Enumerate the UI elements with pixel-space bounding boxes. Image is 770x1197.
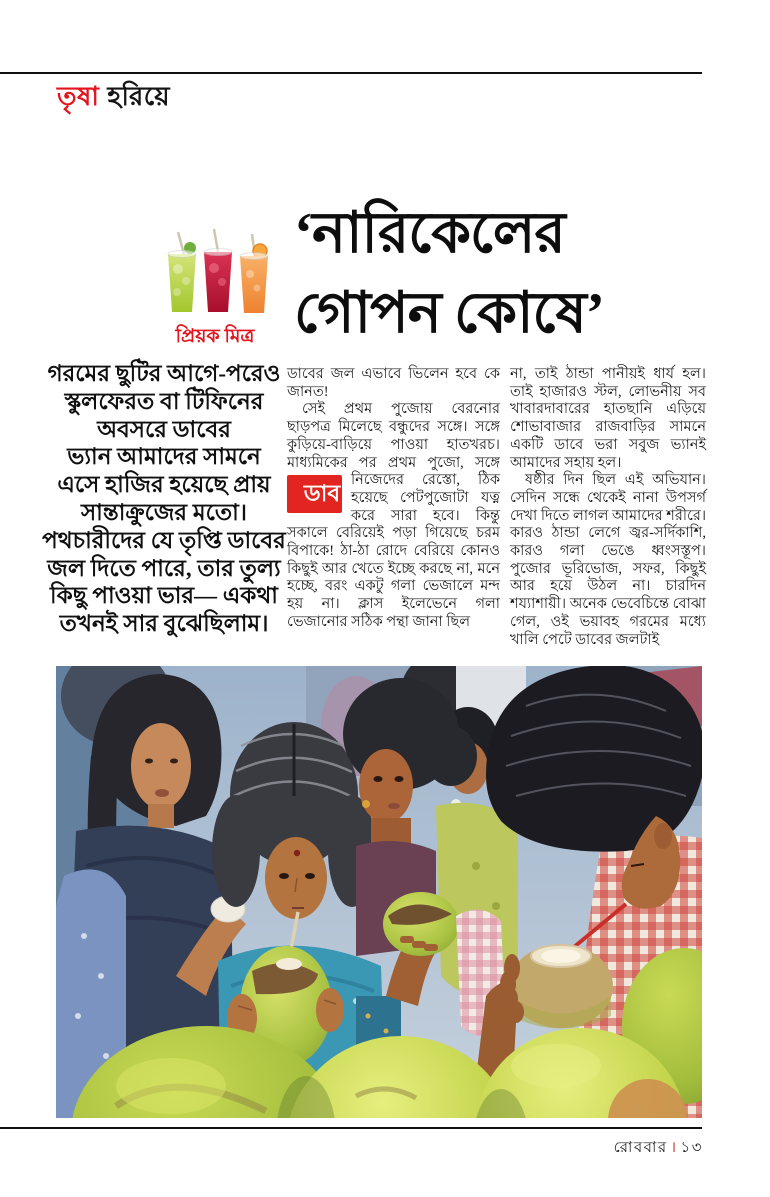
body-column-2 — [287, 366, 500, 632]
paragraph-text: নিজেদের রেস্তো, ঠিক হয়েছে পেটপুজোটা যত্ন করে সারা হবে। কিন্তু সকালে বেরিয়েই পড়া গিয়েছে চরম বিপাকে! ঠা-ঠা রোদে বেরিয়ে কোনও কিছুই আর খেতে ইচ্ছে করছে না, মনে হচ্ছে, বরং একটু গলা ভেজালে মন্দ হয় না। ক্লাস ইলেভেনে গলা ভেজানোর সঠিক পন্থা জানা ছিল — [287, 472, 500, 630]
section-title — [57, 76, 170, 120]
standfirst-line: অবসরে ডাবের — [97, 416, 231, 442]
standfirst-line: সান্তাক্রুজের মতো। — [80, 499, 247, 525]
footer-page-number: ১৩ — [680, 1140, 703, 1156]
standfirst-line: জল দিতে পারে, তার তুল্য — [47, 555, 281, 581]
paragraph: না, তাই ঠান্ডা পানীয়ই ধার্য হল। তাই হাজারও স্টল, লোভনীয় সব খাবারদাবারের হাতছানি এড়িয়ে শোভাবাজার রাজবাড়ির সামনে একটি ডাবে ভরা সবুজ ভ্যানই আমাদের সহায় হল। — [510, 366, 706, 471]
standfirst-line: তখনই সার বুঝেছিলাম। — [59, 611, 269, 637]
standfirst-line: কিছু পাওয়া ভার— একথা — [50, 583, 278, 609]
byline: প্রিয়ক মিত্র — [175, 326, 255, 347]
article-photo — [56, 666, 702, 1118]
paragraph-text: সেই প্রথম পুজোয় বেরনোর ছাড়পত্র মিলেছে বন্ধুদের সঙ্গে। সঙ্গে কুড়িয়ে-বাড়িয়ে পাওয়া হাতখরচ। মাধ্যমিকের পর প্রথম পুজো, সঙ্গে — [287, 401, 500, 471]
headline-line-2: গোপন কোষে’ — [294, 282, 604, 345]
footer-magazine-name: রোববার — [613, 1140, 668, 1156]
paragraph: ডাবের জল এভাবে ভিলেন হবে কে জানত! — [287, 366, 500, 400]
standfirst-line: গরমের ছুটির আগে-পরেও — [47, 361, 281, 386]
drinks-icon — [156, 224, 276, 316]
footer-separator: । — [670, 1140, 678, 1156]
body-column-3 — [510, 366, 706, 649]
standfirst-line: এসে হাজির হয়েছে প্রায় — [57, 472, 271, 498]
headline — [294, 194, 714, 354]
section-title-red: তৃষা — [57, 82, 100, 111]
standfirst-line: পথচারীদের যে তৃপ্তি ডাবের — [42, 527, 286, 553]
footer — [0, 1136, 703, 1161]
paragraph: ষষ্ঠীর দিন ছিল এই অভিযান। সেদিন সন্ধে থেকেই নানা উপসর্গ দেখা দিতে লাগল আমাদের শরীরে। কারও ঠান্ডা লেগে জ্বর-সর্দিকাশি, কারও গলা ভেঙে ধ্বংসস্তূপ। পুজোর ভূরিভোজ, সফর, কিছুই আর হয়ে উঠল না। চারদিন শয্যাশায়ী। অনেক ভেবেচিন্তে বোঝা গেল, ওই ভয়াবহ গরমের মধ্যে খালি পেটে ডাবের জলটাই — [510, 472, 706, 648]
standfirst-line: ভ্যান আমাদের সামনে — [67, 444, 261, 470]
headline-line-1: ‘নারিকেলের — [294, 202, 565, 265]
bottom-rule — [0, 1127, 702, 1129]
paragraph — [287, 401, 500, 631]
standfirst — [38, 360, 290, 638]
daab-highlight-box: ডাব — [287, 475, 342, 513]
top-rule — [0, 72, 702, 74]
section-title-rest: হরিয়ে — [107, 82, 171, 111]
standfirst-line: স্কুলফেরত বা টিফিনের — [64, 388, 264, 414]
photo-illustration — [56, 666, 702, 1118]
